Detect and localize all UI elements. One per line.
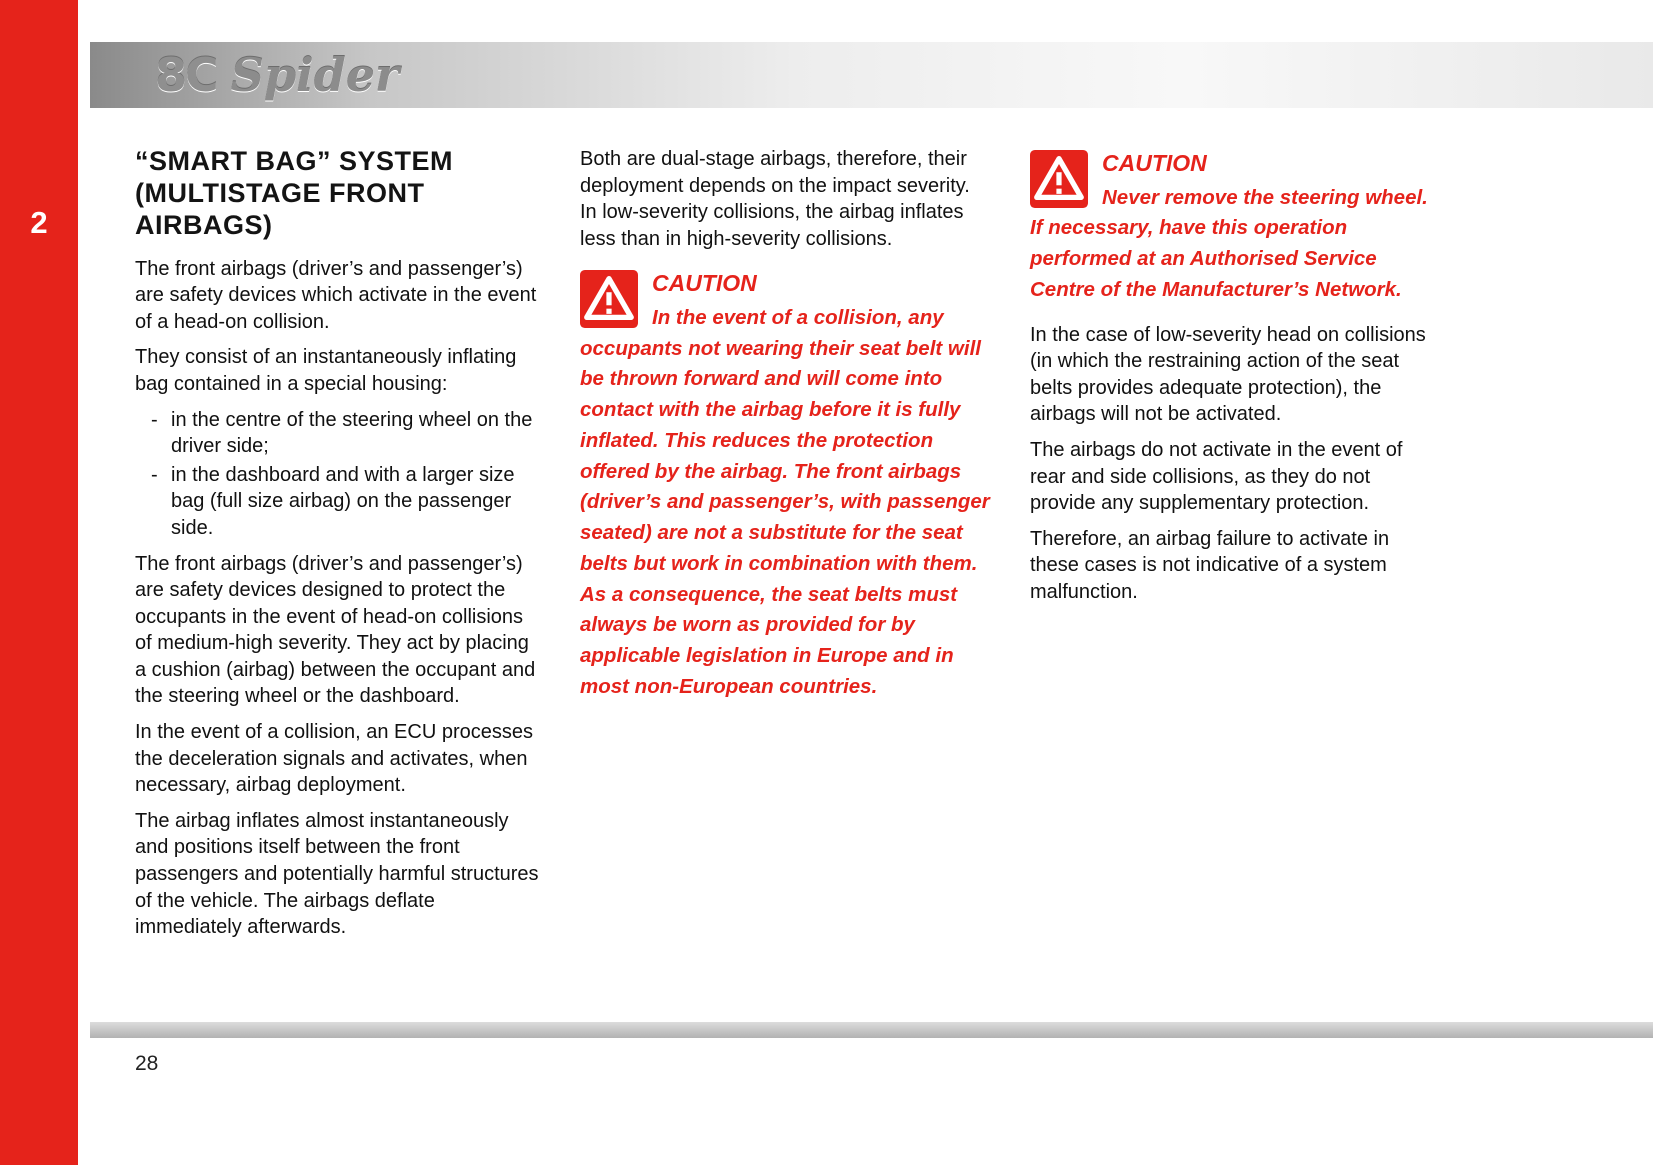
content-columns: [135, 146, 1435, 950]
chapter-sidebar: [0, 0, 78, 1165]
paragraph: They consist of an instantaneously inflating bag contained in a special housing:: [135, 346, 517, 395]
dash-marker: -: [151, 463, 158, 486]
bullet-list: [135, 407, 540, 542]
column-2: [580, 146, 990, 950]
paragraph: In the case of low-severity head on collisions (in which the restraining action of the seat belts provides adequate protection), the airbags will not be activated.: [1030, 323, 1426, 426]
caution-text: In the event of a collision, any occupants not wearing their seat belt will be thrown forward and will come into contact with the airbag before it is fully inflated. This reduces the protection offered by the airbag. The front airbags (driver’s and passenger’s, with passenger seated) are not a substitute for the seat belts but work in combination with them. As a consequence, the seat belts must always be worn as provided for by applicable legislation in Europe and in most non-European countries.: [580, 305, 990, 698]
brand-logo: [90, 48, 399, 102]
caution-block: [580, 266, 990, 702]
caution-text: Never remove the steering wheel. If necessary, have this operation performed at an Authorised Service Centre of the Manufacturer’s Network.: [1030, 185, 1428, 301]
paragraph: Both are dual-stage airbags, therefore, their deployment depends on the impact severity. In low-severity collisions, the airbag inflates less than in high-severity collisions.: [580, 148, 970, 250]
caution-block: [1030, 146, 1435, 306]
paragraph: The airbag inflates almost instantaneously and positions itself between the front passengers and potentially harmful structures of the vehicle. The airbags deflate immediately afterwards.: [135, 809, 539, 939]
dash-marker: -: [151, 408, 158, 431]
list-item: [135, 407, 540, 460]
warning-triangle-icon: [580, 270, 638, 328]
column-1: [135, 146, 540, 950]
caution-title: CAUTION: [1102, 150, 1207, 176]
page-number: 28: [135, 1052, 159, 1075]
chapter-number: 2: [30, 205, 48, 240]
paragraph: Therefore, an airbag failure to activate in these cases is not indicative of a system malfunction.: [1030, 527, 1390, 603]
paragraph: In the event of a collision, an ECU processes the deceleration signals and activates, when necessary, airbag deployment.: [135, 721, 533, 797]
header-logo-band: [90, 42, 1653, 108]
section-title: “SMART BAG” SYSTEM (MULTISTAGE FRONT AIRBAGS): [135, 146, 454, 240]
list-item: [135, 462, 540, 542]
logo-model-text: 8C: [155, 48, 217, 102]
paragraph: The front airbags (driver’s and passenger’s) are safety devices designed to protect the occupants in the event of head-on collisions of medium-high severity. They act by placing a cushion (airbag) between the occupant and the steering wheel or the dashboard.: [135, 552, 536, 708]
paragraph: The front airbags (driver’s and passenger’s) are safety devices which activate in the event of a head-on collision.: [135, 257, 537, 333]
caution-title: CAUTION: [652, 270, 757, 297]
column-3: [1030, 146, 1435, 950]
footer-divider-band: [90, 1022, 1653, 1038]
list-item-text: in the centre of the steering wheel on the driver side;: [171, 408, 533, 458]
logo-name-text: Spider: [230, 48, 400, 102]
list-item-text: in the dashboard and with a larger size bag (full size airbag) on the passenger side.: [171, 463, 515, 539]
paragraph: The airbags do not activate in the event of rear and side collisions, as they do not provide any supplementary protection.: [1030, 438, 1403, 515]
warning-triangle-icon: [1030, 150, 1088, 208]
